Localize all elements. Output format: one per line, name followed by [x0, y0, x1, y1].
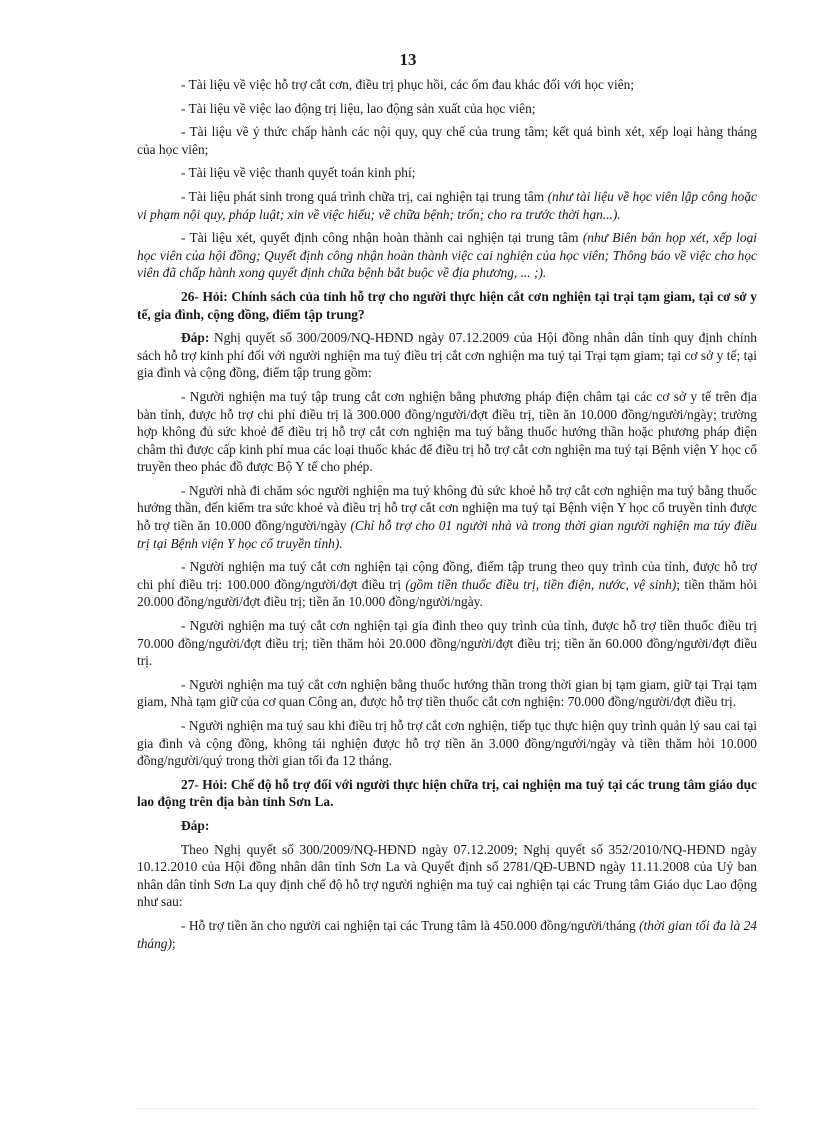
paragraph-text: - Tài liệu phát sinh trong quá trình chữa trị, cai nghiện tại trung tâm	[181, 188, 548, 204]
paragraph: - Tài liệu về việc thanh quyết toán kinh phí;	[181, 165, 416, 181]
paragraph-text: - Người nhà đi chăm sóc người nghiện ma tuý không đủ sức khoẻ hỗ trợ cắt cơn nghiện ma tuý bằng thuốc hướng thần, đến kiểm tra sức khoẻ và điều trị hỗ trợ cắt cơn nghiện ma tuý tại Bệnh viện Y học cổ truyền tỉnh được hỗ trợ tiền ăn 10.000 đồng/người/ngày	[137, 482, 757, 534]
page-bottom-divider	[137, 1108, 757, 1109]
paragraph-italic-note: (như Biên bản họp xét, xếp loại học viên của hội đồng; Quyết định công nhận hoàn thành việc cai nghiện của học viên; Thông báo về việc cho học viên đã chấp hành xong quyết định chữa bệnh bắt buộc về địa phương, ... ;).	[137, 230, 757, 281]
paragraph: - Tài liệu về việc hỗ trợ cắt cơn, điều trị phục hồi, các ốm đau khác đối với học viên;	[181, 77, 635, 92]
answer-26	[137, 329, 757, 382]
paragraph-text: - Hỗ trợ tiền ăn cho người cai nghiện tại các Trung tâm là 450.000 đồng/người/tháng	[181, 917, 640, 933]
answer-label: Đáp:	[181, 330, 210, 346]
paragraph: - Người nghiện ma tuý tập trung cắt cơn nghiện bằng phương pháp điện châm tại các cơ sở y tế trên địa bàn tỉnh, được hỗ trợ chi phí điều trị là 300.000 đồng/người/đợt điều trị, tiền ăn 10.000 đồng/người/ngày; trường hợp không đủ sức khoẻ để điều trị hỗ trợ cắt cơn nghiện ma tuý bằng thuốc hướng thần hoặc phương pháp điện châm thì được cấp kinh phí mua các loại thuốc khác để điều trị hỗ trợ cắt cơn nghiện ma tuý tại Bệnh viện Y học cổ truyền theo phác đồ được Bộ Y tế cho phép.	[137, 388, 757, 475]
paragraph: - Người nghiện ma tuý cắt cơn nghiện bằng thuốc hướng thần trong thời gian bị tạm giam, giữ tại Trại tạm giam, Nhà tạm giữ của cơ quan Công an, được hỗ trợ tiền thuốc cắt cơn nghiện: 70.000 đồng/người/đợt điều trị.	[137, 676, 757, 710]
paragraph-text: ;	[171, 935, 176, 951]
paragraph	[137, 482, 757, 552]
paragraph	[137, 229, 757, 282]
paragraph: - Tài liệu về việc lao động trị liệu, lao động sản xuất của học viên;	[181, 100, 536, 116]
document-body	[137, 76, 757, 958]
answer-label: Đáp:	[181, 817, 210, 833]
paragraph	[137, 917, 757, 952]
answer-text: Nghị quyết số 300/2009/NQ-HĐND ngày 07.12.2009 của Hội đồng nhân dân tỉnh quy định chính sách hỗ trợ kinh phí đối với người nghiện ma tuý điều trị cắt cơn nghiện ma tuý tại Trại tạm giam; tại cơ sở y tế; tại gia đình và cộng đồng, điểm tập trung gồm:	[137, 330, 757, 381]
paragraph-text: - Người nghiện ma tuý cắt cơn nghiện tại cộng đồng, điểm tập trung theo quy trình của tỉnh, được hỗ trợ chi phí điều trị: 100.000 đồng/người/đợt điều trị	[137, 559, 757, 592]
paragraph: - Tài liệu về ý thức chấp hành các nội quy, quy chế của trung tâm; kết quả bình xét, xếp loại hàng tháng của học viên;	[137, 124, 757, 157]
paragraph	[137, 558, 757, 611]
question-26-heading: 26- Hỏi: Chính sách của tỉnh hỗ trợ cho người thực hiện cắt cơn nghiện tại trại tạm giam, tại cơ sở y tế, gia đình, cộng đồng, điểm tập trung?	[137, 288, 757, 322]
paragraph-italic-note: (Chỉ hỗ trợ cho 01 người nhà và trong thời gian người nghiện ma túy điều trị tại Bệnh viện Y học cổ truyền tỉnh).	[137, 518, 757, 551]
page-number: 13	[399, 50, 417, 69]
paragraph-italic-note: (thời gian tối đa là 24 tháng)	[137, 917, 757, 951]
answer-27-label-line	[137, 817, 757, 835]
question-27-heading: 27- Hỏi: Chế độ hỗ trợ đối với người thực hiện chữa trị, cai nghiện ma tuý tại các trung tâm giáo dục lao động trên địa bàn tỉnh Sơn La.	[137, 776, 757, 810]
paragraph-italic-note: (như tài liệu về học viên lập công hoặc vi phạm nội quy, pháp luật; xin về việc hiếu; về chữa bệnh; trốn; cho ra trước thời hạn...).	[137, 188, 757, 222]
paragraph	[137, 188, 757, 223]
paragraph-italic-note: (gồm tiền thuốc điều trị, tiền điện, nước, vệ sinh)	[405, 576, 677, 592]
paragraph-text: - Tài liệu xét, quyết định công nhận hoàn thành cai nghiện tại trung tâm	[181, 230, 583, 246]
paragraph: - Người nghiện ma tuý sau khi điều trị hỗ trợ cắt cơn nghiện, tiếp tục thực hiện quy trình quản lý sau cai tại gia đình và cộng đồng, không tái nghiện được hỗ trợ tiền ăn 3.000 đồng/người/ngày và tiền thăm hỏi 10.000 đồng/người/quý trong thời gian tối đa 12 tháng.	[137, 718, 757, 769]
paragraph: - Người nghiện ma tuý cắt cơn nghiện tại gia đình theo quy trình của tỉnh, được hỗ trợ tiền thuốc điều trị 70.000 đồng/người/đợt điều trị; tiền thăm hỏi 20.000 đồng/người/đợt điều trị; tiền ăn 60.000 đồng/người/đợt điều trị.	[137, 618, 757, 669]
paragraph-text: ; tiền thăm hỏi 20.000 đồng/người/đợt điều trị; tiền ăn 10.000 đồng/người/ngày.	[137, 576, 757, 610]
paragraph: Theo Nghị quyết số 300/2009/NQ-HĐND ngày 07.12.2009; Nghị quyết số 352/2010/NQ-HĐND ngày 10.12.2010 của Hội đồng nhân dân tỉnh Sơn La và Quyết định số 2781/QĐ-UBND ngày 11.11.2008 của Uỷ ban nhân dân tỉnh Sơn La quy định chế độ hỗ trợ người nghiện ma tuý cai nghiện tại các Trung tâm Giáo dục Lao động như sau:	[137, 841, 757, 910]
